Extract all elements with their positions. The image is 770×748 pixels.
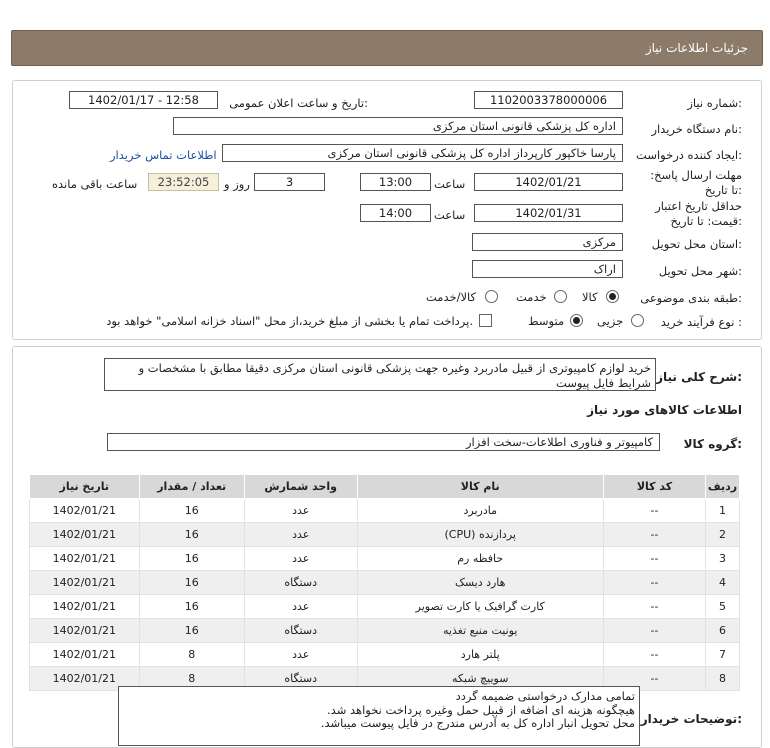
row-number: 6: [706, 619, 740, 643]
unit: عدد: [244, 595, 357, 619]
item-code: --: [603, 523, 705, 547]
page-header: [11, 30, 763, 66]
buyer-note-line: هیچگونه هزینه ای اضافه از قبیل حمل وغیره پرداخت نخواهد شد.: [327, 702, 635, 717]
goods-group-label: گروه کالا:: [683, 437, 742, 451]
treasury-payment-checkbox[interactable]: [479, 314, 492, 327]
category-goods-service-radio[interactable]: [485, 290, 498, 303]
buyer-org-label: نام دستگاه خریدار:: [651, 122, 742, 136]
buyer-notes-field: [118, 686, 640, 746]
province-label: استان محل تحویل:: [651, 237, 742, 251]
col-item-name: نام کالا: [357, 475, 603, 499]
category-service-radio[interactable]: [554, 290, 567, 303]
quantity: 16: [139, 595, 244, 619]
unit: عدد: [244, 547, 357, 571]
quantity: 16: [139, 523, 244, 547]
table-row: [30, 499, 740, 523]
announce-datetime-label: تاریخ و ساعت اعلان عمومی:: [229, 96, 368, 110]
item-code: --: [603, 619, 705, 643]
item-name: کارت گرافیک یا کارت تصویر: [357, 595, 603, 619]
quantity: 8: [139, 643, 244, 667]
need-date: 1402/01/21: [30, 619, 140, 643]
need-date: 1402/01/21: [30, 667, 140, 691]
table-row: [30, 523, 740, 547]
unit: عدد: [244, 523, 357, 547]
treasury-payment-note: پرداخت تمام یا بخشی از مبلغ خرید،از محل "اسناد خزانه اسلامی" خواهد بود.: [106, 314, 473, 328]
unit: دستگاه: [244, 571, 357, 595]
deadline-days-field: 3: [254, 173, 325, 191]
item-code: --: [603, 595, 705, 619]
item-code: --: [603, 643, 705, 667]
table-row: [30, 595, 740, 619]
requester-field: پارسا خاکپور کارپرداز اداره کل پزشکی قانونی استان مرکزی: [222, 144, 623, 162]
deadline-time-field: 13:00: [360, 173, 431, 191]
category-service-label: خدمت: [516, 290, 547, 304]
item-name: سوییچ شبکه: [357, 667, 603, 691]
row-number: 4: [706, 571, 740, 595]
need-date: 1402/01/21: [30, 523, 140, 547]
unit: دستگاه: [244, 667, 357, 691]
need-date: 1402/01/21: [30, 643, 140, 667]
item-code: --: [603, 667, 705, 691]
announce-datetime-field: 1402/01/17 - 12:58: [69, 91, 218, 109]
row-number: 2: [706, 523, 740, 547]
category-label: طبقه بندی موضوعی:: [640, 291, 742, 305]
quantity: 16: [139, 571, 244, 595]
col-unit: واحد شمارش: [244, 475, 357, 499]
table-row: [30, 571, 740, 595]
row-number: 3: [706, 547, 740, 571]
col-need-date: تاریخ نیاز: [30, 475, 140, 499]
deadline-label: [642, 168, 742, 198]
buyer-note-line: تمامی مدارک درخواستی ضمیمه گردد: [455, 689, 635, 703]
item-code: --: [603, 499, 705, 523]
quantity: 8: [139, 667, 244, 691]
goods-table: [29, 474, 740, 691]
goods-table-header: [30, 475, 740, 499]
item-name: حافظه رم: [357, 547, 603, 571]
deadline-time-label: ساعت: [434, 177, 466, 191]
page-title: جزئیات اطلاعات نیاز: [645, 41, 748, 55]
goods-section-title: اطلاعات کالاهای مورد نیاز: [587, 403, 742, 417]
need-date: 1402/01/21: [30, 595, 140, 619]
row-number: 1: [706, 499, 740, 523]
quantity: 16: [139, 619, 244, 643]
category-goods-label: کالا: [582, 290, 598, 304]
quantity: 16: [139, 499, 244, 523]
process-medium-label: متوسط: [528, 314, 565, 328]
summary-field: خرید لوازم کامپیوتری از قبیل مادربرد وغیره جهت پزشکی قانونی استان مرکزی دقیقا مطابق با مشخصات و شرایط فایل پیوست: [104, 358, 656, 391]
category-goods-service-label: کالا/خدمت: [426, 290, 477, 304]
item-code: --: [603, 547, 705, 571]
unit: عدد: [244, 643, 357, 667]
unit: دستگاه: [244, 619, 357, 643]
goods-group-field: کامپیوتر و فناوری اطلاعات-سخت افزار: [107, 433, 660, 451]
validity-date-field: 1402/01/31: [474, 204, 623, 222]
need-date: 1402/01/21: [30, 547, 140, 571]
city-field: اراک: [472, 260, 623, 278]
item-name: یونیت منبع تغذیه: [357, 619, 603, 643]
table-row: [30, 619, 740, 643]
item-name: مادربرد: [357, 499, 603, 523]
process-partial-label: جزیی: [597, 314, 624, 328]
quantity: 16: [139, 547, 244, 571]
item-name: پردازنده (CPU): [357, 523, 603, 547]
item-name: پلتر هارد: [357, 643, 603, 667]
row-number: 5: [706, 595, 740, 619]
requester-label: ایجاد کننده درخواست:: [636, 148, 742, 162]
city-label: شهر محل تحویل:: [658, 264, 742, 278]
buyer-contact-link[interactable]: اطلاعات تماس خریدار: [110, 148, 217, 162]
col-row-number: ردیف: [706, 475, 740, 499]
item-code: --: [603, 571, 705, 595]
process-type-label: نوع فرآیند خرید :: [660, 315, 742, 329]
summary-label: شرح کلی نیاز:: [656, 370, 742, 384]
remaining-time-field: 23:52:05: [148, 173, 219, 191]
item-name: هارد دیسک: [357, 571, 603, 595]
process-medium-radio[interactable]: [570, 314, 583, 327]
table-row: [30, 643, 740, 667]
need-number-label: شماره نیاز:: [687, 96, 742, 110]
need-number-field: 1102003378000006: [474, 91, 623, 109]
validity-label: [642, 199, 742, 229]
validity-label-text: حداقل تاریخ اعتبار قیمت: تا تاریخ:: [655, 199, 742, 228]
process-partial-radio[interactable]: [631, 314, 644, 327]
row-number: 8: [706, 667, 740, 691]
validity-time-label: ساعت: [434, 208, 466, 222]
deadline-days-label: روز و: [224, 177, 250, 191]
buyer-org-field: اداره کل پزشکی قانونی استان مرکزی: [173, 117, 623, 135]
buyer-notes-label: توضیحات خریدار:: [640, 712, 742, 726]
buyer-note-line: محل تحویل انبار اداره کل به آدرس مندرج در فایل پیوست میباشد.: [320, 716, 635, 730]
remaining-time-label: ساعت باقی مانده: [52, 177, 138, 191]
category-goods-radio[interactable]: [606, 290, 619, 303]
unit: عدد: [244, 499, 357, 523]
need-date: 1402/01/21: [30, 571, 140, 595]
province-field: مرکزی: [472, 233, 623, 251]
deadline-date-field: 1402/01/21: [474, 173, 623, 191]
need-date: 1402/01/21: [30, 499, 140, 523]
col-quantity: تعداد / مقدار: [139, 475, 244, 499]
col-item-code: کد کالا: [603, 475, 705, 499]
validity-time-field: 14:00: [360, 204, 431, 222]
table-row: [30, 547, 740, 571]
deadline-label-text: مهلت ارسال پاسخ: تا تاریخ:: [650, 168, 742, 197]
row-number: 7: [706, 643, 740, 667]
